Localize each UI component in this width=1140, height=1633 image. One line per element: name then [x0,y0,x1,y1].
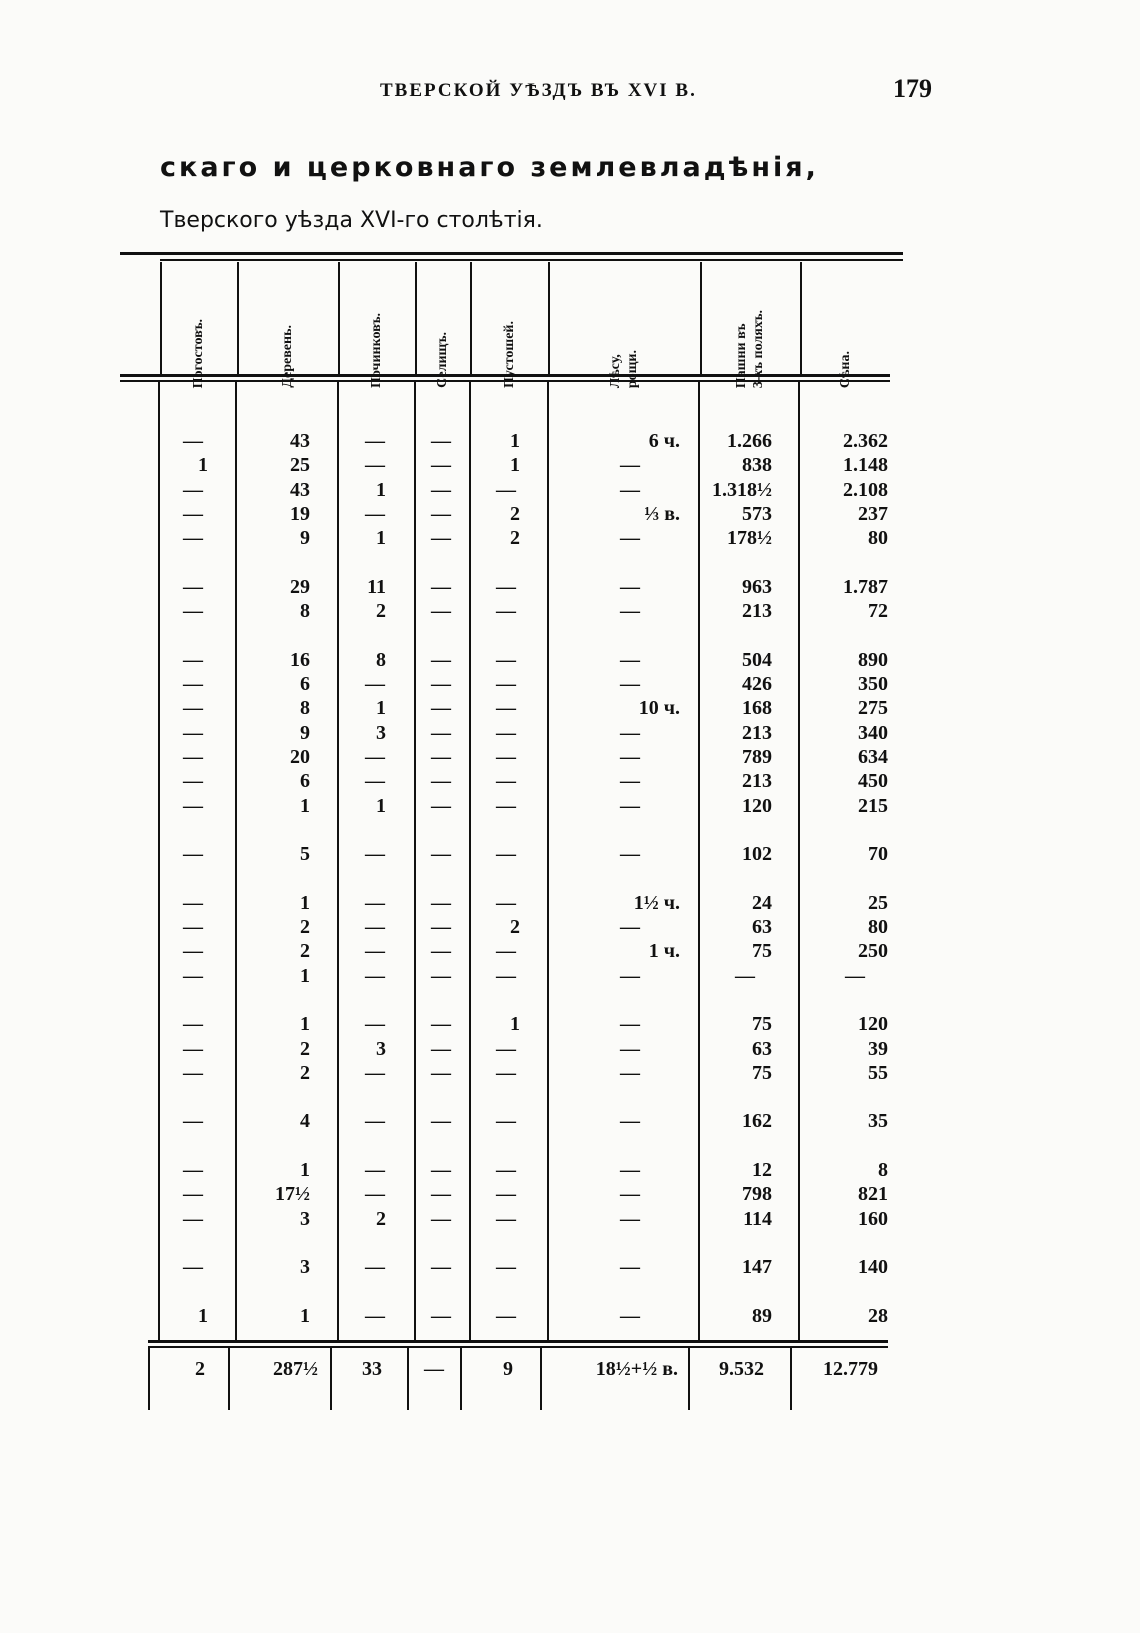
table-cell: 168 [742,697,772,720]
table-cell: 162 [742,1110,772,1133]
table-cell: 17½ [275,1183,310,1206]
table-cell: 3 [300,1207,310,1230]
table-cell: 114 [743,1207,772,1230]
table-cell: — [431,673,451,695]
table-cell: — [365,673,385,695]
column-header-label: Лѣсу, рощи. [608,349,640,388]
table-cell: 2 [376,1207,386,1230]
table-cell: — [620,794,640,817]
table-cell: — [496,745,516,768]
table-cell: 450 [858,770,888,793]
table-cell: — [431,721,451,744]
table-cell: 39 [868,1037,888,1060]
totals-col-line [148,1348,150,1410]
table-cell: — [365,1256,385,1279]
table-cell: — [365,502,385,525]
table-cell: — [431,430,451,452]
table-subtitle: Тверского уѣзда XVI-го столѣтія. [160,208,543,233]
table-cell: — [496,1183,516,1206]
table-cell: — [183,843,203,866]
table-cell: 798 [742,1183,772,1206]
table-cell: 1.148 [843,454,888,477]
table-cell: — [365,916,385,938]
column-header [548,278,700,388]
table-cell: — [431,916,451,938]
table-cell: — [183,575,203,598]
table-cell: — [183,648,203,671]
table-cell: 1 [300,1013,310,1036]
table-cell: 237 [858,502,888,525]
table-cell: 72 [868,600,888,623]
table-cell: — [183,891,203,914]
table-cell: — [620,1256,640,1279]
table-cell: — [183,1110,203,1133]
top-double-rule-upper [120,252,903,255]
table-cell: — [183,794,203,817]
table-cell: — [620,770,640,793]
table-cell: 634 [858,745,888,768]
table-cell: 3 [376,1037,386,1060]
column-header [237,278,338,388]
table-cell: — [496,1061,516,1084]
column-header [700,278,800,388]
table-cell: — [496,600,516,623]
table-cell: — [496,1110,516,1133]
table-cell: — [620,527,640,550]
column-header-label: Селищъ. [435,332,450,388]
table-cell: 178½ [727,527,772,550]
table-cell: — [183,527,203,550]
table-cell: — [183,478,203,501]
table-cell: — [431,891,451,914]
table-cell: 63 [752,916,772,938]
table-cell: 4 [300,1110,310,1133]
column-header [160,278,237,388]
table-cell: — [431,940,451,963]
table-cell: — [620,1061,640,1084]
table-cell: 25 [868,891,888,914]
table-cell: 140 [858,1256,888,1279]
table-cell: — [183,1013,203,1036]
table-cell: — [431,794,451,817]
table-cell: — [620,1013,640,1036]
totals-col-line [460,1348,462,1410]
table-cell: — [365,454,385,477]
table-cell: 2.108 [843,478,888,501]
table-cell: 573 [742,502,772,525]
table-cell: 838 [742,454,772,477]
table-cell: — [496,940,516,963]
column-header [800,278,890,388]
table-cell: 1.266 [727,430,772,452]
table-cell: — [620,1207,640,1230]
table-cell: — [431,1256,451,1279]
table-cell: 8 [376,648,386,671]
table-cell: — [365,430,385,452]
table-cell: 2 [300,1037,310,1060]
table-cell: 120 [742,794,772,817]
table-cell: — [496,673,516,695]
table-cell: — [620,478,640,501]
table-cell: — [183,770,203,793]
column-header-label: Сѣна. [837,350,853,388]
table-cell: — [496,1159,516,1181]
table-cell: 63 [752,1037,772,1060]
table-cell: 1.787 [843,575,888,598]
table-cell: — [620,721,640,744]
table-cell: 504 [742,648,772,671]
table-cell: — [496,964,516,987]
body-col-line [337,382,339,1340]
table-cell: — [431,1061,451,1084]
totals-rule-lower [148,1346,888,1348]
table-cell: — [365,891,385,914]
table-cell: 1.318½ [712,478,772,501]
totals-cell: 33 [362,1358,382,1380]
table-cell: — [620,1037,640,1060]
table-cell: 55 [868,1061,888,1084]
totals-col-line [228,1348,230,1410]
totals-col-line [407,1348,409,1410]
table-cell: — [620,673,640,695]
column-header [415,278,470,388]
body-col-line [235,382,237,1340]
table-cell: 1 [198,454,208,477]
table-cell: — [735,964,755,987]
table-cell: — [496,697,516,720]
table-cell: 8 [300,600,310,623]
table-cell: 25 [290,454,310,477]
body-col-line [414,382,416,1340]
totals-col-line [688,1348,690,1410]
column-header-label: Починковъ. [369,313,384,388]
totals-cell: 9 [503,1358,513,1380]
table-cell: 1 [198,1304,208,1327]
table-cell: — [620,1110,640,1133]
table-cell: 340 [858,721,888,744]
table-cell: — [183,697,203,720]
table-cell: 8 [300,697,310,720]
table-cell: — [365,1110,385,1133]
table-cell: 29 [290,575,310,598]
table-cell: 8 [878,1159,888,1181]
table-cell: 1 [510,430,520,452]
table-cell: 2 [510,527,520,550]
table-cell: — [496,478,516,501]
table-cell: — [496,1037,516,1060]
table-cell: 12 [752,1159,772,1181]
table-cell: 789 [742,745,772,768]
table-cell: 1 [376,794,386,817]
table-cell: 1 [300,1304,310,1327]
table-cell: 1 [300,964,310,987]
table-cell: — [183,502,203,525]
table-cell: — [183,916,203,938]
page-number: 179 [893,74,932,103]
totals-rule-upper [148,1340,888,1343]
table-cell: — [431,648,451,671]
table-cell: — [365,843,385,866]
table-cell: 2 [300,940,310,963]
table-cell: — [620,745,640,768]
table-cell: — [183,1207,203,1230]
table-cell: 2 [510,502,520,525]
table-cell: — [365,745,385,768]
table-cell: 6 ч. [648,430,680,452]
table-cell: — [183,430,203,452]
table-cell: 2.362 [843,430,888,452]
table-cell: — [620,1159,640,1181]
running-head: ТВЕРСКОЙ УѢЗДЪ ВЪ XVI В. [380,80,697,101]
table-cell: — [620,600,640,623]
table-cell: — [365,1159,385,1181]
table-cell: 2 [300,916,310,938]
table-cell: — [365,770,385,793]
table-cell: 1 [376,697,386,720]
table-cell: — [620,843,640,866]
table-cell: 70 [868,843,888,866]
table-cell: 35 [868,1110,888,1133]
table-cell: — [431,1159,451,1181]
table-cell: 5 [300,843,310,866]
table-cell: 275 [858,697,888,720]
table-cell: — [431,964,451,987]
table-cell: — [183,1256,203,1279]
table-cell: — [496,794,516,817]
table-cell: — [431,1013,451,1036]
table-cell: 890 [858,648,888,671]
table-cell: 1 [510,454,520,477]
table-cell: 1 [376,478,386,501]
table-cell: 1 [510,1013,520,1036]
body-col-line [547,382,549,1340]
table-cell: — [365,1304,385,1327]
totals-col-line [540,1348,542,1410]
table-cell: 1 ч. [648,940,680,963]
table-cell: — [620,648,640,671]
table-cell: — [620,575,640,598]
table-cell: — [431,745,451,768]
table-cell: — [183,721,203,744]
table-cell: 1 [300,891,310,914]
table-cell: 2 [300,1061,310,1084]
table-cell: 213 [742,770,772,793]
table-cell: 3 [300,1256,310,1279]
totals-cell: 18½+½ в. [595,1358,678,1380]
table-cell: 102 [742,843,772,866]
table-cell: 120 [858,1013,888,1036]
table-cell: 213 [742,721,772,744]
table-cell: — [183,673,203,695]
table-cell: 426 [742,673,772,695]
table-cell: — [183,940,203,963]
table-cell: 1 [300,794,310,817]
table-cell: 75 [752,1061,772,1084]
table-cell: 250 [858,940,888,963]
table-cell: — [183,745,203,768]
table-cell: 6 [300,673,310,695]
table-cell: 6 [300,770,310,793]
totals-col-line [790,1348,792,1410]
table-cell: 19 [290,502,310,525]
table-cell: ⅓ в. [644,502,680,525]
table-cell: — [431,697,451,720]
totals-cell: 9.532 [719,1358,764,1380]
table-cell: — [365,964,385,987]
table-cell: — [496,843,516,866]
table-cell: — [496,1207,516,1230]
table-cell: 9 [300,721,310,744]
table-cell: 28 [868,1304,888,1327]
table-cell: 350 [858,673,888,695]
table-cell: 147 [742,1256,772,1279]
table-cell: — [431,527,451,550]
table-cell: 1 [300,1159,310,1181]
table-cell: 11 [367,575,386,598]
table-cell: 2 [510,916,520,938]
table-cell: 10 ч. [638,697,680,720]
table-cell: — [431,770,451,793]
table-cell: — [496,648,516,671]
body-col-line [158,382,160,1340]
table-cell: — [496,1304,516,1327]
table-cell: — [365,1013,385,1036]
table-cell: 80 [868,527,888,550]
table-cell: — [183,1037,203,1060]
table-cell: — [431,478,451,501]
table-cell: — [365,1183,385,1206]
table-cell: — [620,1304,640,1327]
table-cell: — [496,721,516,744]
table-cell: — [183,1159,203,1181]
table-cell: 3 [376,721,386,744]
table-cell: — [431,502,451,525]
column-header-label: Погостовъ. [191,318,206,388]
table-cell: — [431,843,451,866]
totals-col-line [330,1348,332,1410]
table-cell: 43 [290,430,310,452]
table-cell: — [431,575,451,598]
table-cell: — [496,1256,516,1279]
top-double-rule-lower [160,259,903,261]
table-cell: 1 [376,527,386,550]
totals-cell: — [424,1358,444,1380]
column-header-label: Пашни въ 3-хъ поляхъ. [734,309,766,388]
table-cell: — [431,1183,451,1206]
body-col-line [469,382,471,1340]
table-cell: 2 [376,600,386,623]
column-header-label: Деревень. [280,325,295,388]
body-col-line [698,382,700,1340]
table-cell: 43 [290,478,310,501]
table-cell: 24 [752,891,772,914]
table-cell: — [431,1110,451,1133]
table-cell: 16 [290,648,310,671]
table-cell: — [620,916,640,938]
table-cell: — [183,1183,203,1206]
table-cell: — [365,940,385,963]
table-cell: 75 [752,1013,772,1036]
table-cell: — [183,600,203,623]
table-cell: — [431,600,451,623]
table-cell: — [845,964,865,987]
table-cell: — [183,1061,203,1084]
totals-cell: 2 [195,1358,205,1380]
table-cell: 821 [858,1183,888,1206]
totals-cell: 287½ [273,1358,318,1380]
table-title: скаго и церковнаго землевладѣнія, [160,152,819,183]
table-cell: — [496,575,516,598]
table-cell: — [183,964,203,987]
column-header [470,278,548,388]
table-cell: 160 [858,1207,888,1230]
body-col-line [798,382,800,1340]
table-cell: 963 [742,575,772,598]
table-cell: 215 [858,794,888,817]
table-cell: — [496,770,516,793]
table-cell: 80 [868,916,888,938]
table-cell: — [431,1207,451,1230]
table-cell: — [431,1304,451,1327]
table-cell: 213 [742,600,772,623]
table-cell: 20 [290,745,310,768]
table-cell: — [620,454,640,477]
table-cell: — [620,1183,640,1206]
table-cell: 89 [752,1304,772,1327]
totals-cell: 12.779 [823,1358,878,1380]
table-cell: 9 [300,527,310,550]
column-header [338,278,415,388]
table-cell: — [496,891,516,914]
table-cell: 75 [752,940,772,963]
table-cell: 1½ ч. [633,891,680,914]
table-cell: — [620,964,640,987]
table-cell: — [431,454,451,477]
table-cell: — [431,1037,451,1060]
table-cell: — [365,1061,385,1084]
column-header-label: Пустошей. [501,321,517,388]
